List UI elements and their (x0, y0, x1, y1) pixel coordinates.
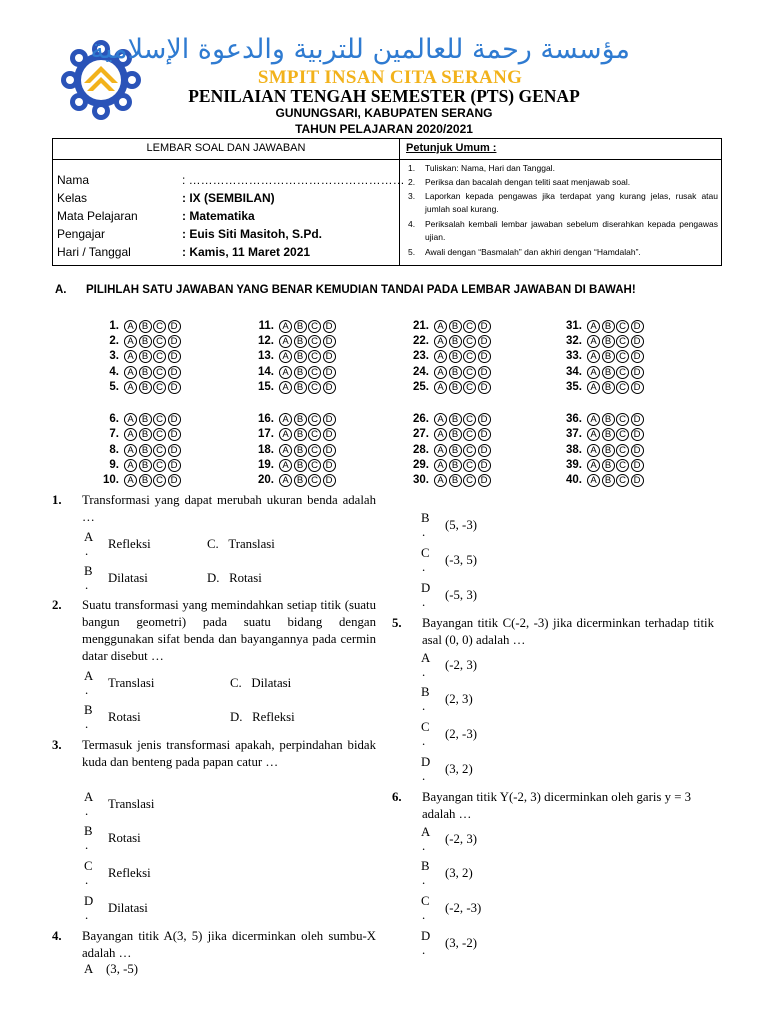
answer-bubble[interactable]: C (463, 350, 476, 363)
answer-bubble[interactable]: C (153, 350, 166, 363)
answer-bubble[interactable]: C (463, 320, 476, 333)
answer-bubble[interactable]: B (449, 474, 462, 487)
answer-bubble[interactable]: D (478, 474, 491, 487)
answer-bubble[interactable]: C (616, 428, 629, 441)
answer-row (258, 413, 337, 429)
answer-bubble[interactable]: A (434, 381, 447, 394)
exam-title: PENILAIAN TENGAH SEMESTER (PTS) GENAP (188, 86, 580, 106)
answer-bubble[interactable]: C (616, 320, 629, 333)
answer-bubble[interactable]: D (631, 335, 644, 348)
answer-bubble[interactable]: D (168, 474, 181, 487)
answer-row (258, 350, 337, 366)
answer-number: 11. (258, 320, 274, 332)
answer-bubble[interactable]: A (279, 444, 292, 457)
answer-bubble[interactable]: A (124, 428, 137, 441)
answer-bubble[interactable]: A (434, 459, 447, 472)
answer-bubble[interactable]: C (616, 413, 629, 426)
info-box-title: LEMBAR SOAL DAN JAWABAN (146, 142, 306, 154)
answer-bubble[interactable]: A (124, 444, 137, 457)
answer-bubble[interactable]: B (139, 335, 152, 348)
answer-number: 37. (566, 428, 582, 440)
answer-number: 18. (258, 444, 274, 456)
answer-bubble[interactable]: C (463, 459, 476, 472)
answer-bubble[interactable]: B (602, 335, 615, 348)
answer-bubble[interactable]: A (587, 413, 600, 426)
answer-bubble[interactable]: A (434, 444, 447, 457)
school-name: SMPIT INSAN CITA SERANG (257, 67, 523, 88)
answer-bubble[interactable]: D (631, 428, 644, 441)
answer-bubble[interactable]: A (587, 350, 600, 363)
answer-bubble[interactable]: C (153, 320, 166, 333)
answer-row (566, 350, 645, 366)
answer-bubble[interactable]: C (153, 335, 166, 348)
answer-row (258, 459, 337, 475)
answer-bubble[interactable]: D (168, 444, 181, 457)
info-box: LEMBAR SOAL DAN JAWABAN Petunjuk Umum : Nama : ……………………………………………… Kelas : IX (SEMBILAN) Mata Pelajaran : Matematika Pengajar : Euis Siti Masitoh, S.Pd. Hari / Tanggal : Kamis, 11 Maret 2021 1. Tuliskan: Nama, Hari dan Tanggal. 2. Periksa dan bacalah dengan teliti saat menjawab soal. 3. Laporkan kepada pengawas jika terdapat yang kurang jelas, rusak atau jumlah soal kurang. 4. Periksalah kembali lembar jawaban sebelum diserahkan kepada pengawas ujian. 5. Awali dengan “Basmalah” dan akhiri dengan “Hamdalah”. (52, 138, 722, 266)
answer-number: 22. (413, 335, 429, 347)
answer-bubble[interactable]: D (323, 335, 336, 348)
answer-bubble[interactable]: B (449, 444, 462, 457)
answer-row (566, 413, 645, 429)
answer-number: 35. (566, 381, 582, 393)
answer-bubble[interactable]: D (168, 381, 181, 394)
answer-bubble[interactable]: A (587, 320, 600, 333)
answer-bubble[interactable]: A (279, 350, 292, 363)
answer-bubble[interactable]: D (631, 474, 644, 487)
answer-bubble[interactable]: C (463, 474, 476, 487)
answer-bubble[interactable]: A (434, 335, 447, 348)
answer-bubble[interactable]: A (587, 474, 600, 487)
answer-bubble[interactable]: B (139, 474, 152, 487)
answer-number: 29. (413, 459, 429, 471)
answer-bubble[interactable]: D (168, 459, 181, 472)
answer-bubble[interactable]: B (294, 320, 307, 333)
answer-bubble[interactable]: C (463, 444, 476, 457)
answer-bubble[interactable]: B (602, 366, 615, 379)
answer-bubble[interactable]: B (139, 413, 152, 426)
answer-bubble[interactable]: A (434, 428, 447, 441)
answer-bubble[interactable]: A (124, 320, 137, 333)
answer-bubble[interactable]: D (631, 459, 644, 472)
answer-row (258, 320, 337, 336)
answer-bubble[interactable]: D (323, 381, 336, 394)
answer-number: 21. (413, 320, 429, 332)
answer-bubble[interactable]: B (449, 350, 462, 363)
answer-bubble[interactable]: A (587, 444, 600, 457)
answer-bubble[interactable]: A (434, 366, 447, 379)
answer-bubble[interactable]: A (279, 459, 292, 472)
answer-bubble[interactable]: D (631, 320, 644, 333)
answer-bubble[interactable]: B (139, 381, 152, 394)
answer-bubble[interactable]: B (602, 444, 615, 457)
answer-number: 1. (109, 320, 119, 332)
answer-row (413, 428, 492, 444)
answer-row (109, 428, 182, 444)
answer-bubble[interactable]: D (631, 381, 644, 394)
answer-number: 9. (109, 459, 119, 471)
answer-bubble[interactable]: C (616, 350, 629, 363)
answer-bubble[interactable]: B (449, 459, 462, 472)
answer-bubble[interactable]: B (449, 428, 462, 441)
answer-bubble[interactable]: D (168, 320, 181, 333)
answer-bubble[interactable]: C (616, 335, 629, 348)
answer-bubble[interactable]: C (308, 320, 321, 333)
answer-number: 26. (413, 413, 429, 425)
answer-bubble[interactable]: A (124, 335, 137, 348)
answer-bubble[interactable]: C (153, 366, 166, 379)
answer-bubble[interactable]: C (616, 459, 629, 472)
answer-number: 10. (103, 474, 119, 486)
answer-bubble[interactable]: C (616, 444, 629, 457)
answer-row (258, 366, 337, 382)
answer-row (258, 428, 337, 444)
answer-number: 2. (109, 335, 119, 347)
answer-row (566, 444, 645, 460)
answer-bubble[interactable]: C (463, 413, 476, 426)
answer-bubble[interactable]: B (294, 459, 307, 472)
answer-bubble[interactable]: B (294, 428, 307, 441)
answer-bubble[interactable]: B (139, 428, 152, 441)
answer-number: 34. (566, 366, 582, 378)
answer-number: 13. (258, 350, 274, 362)
answer-number: 5. (109, 381, 119, 393)
answer-row (413, 320, 492, 336)
foundation-arabic-name: مؤسسة رحمة للعالمين للتربية والدعوة الإسلامية (90, 34, 630, 65)
answer-bubble[interactable]: D (478, 320, 491, 333)
answer-bubble[interactable]: C (308, 459, 321, 472)
answer-bubble[interactable]: A (587, 428, 600, 441)
answer-row (566, 335, 645, 351)
answer-bubble[interactable]: D (323, 320, 336, 333)
answer-row (413, 444, 492, 460)
answer-bubble[interactable]: D (323, 413, 336, 426)
answer-number: 30. (413, 474, 429, 486)
answer-bubble[interactable]: D (478, 366, 491, 379)
answer-bubble[interactable]: B (139, 350, 152, 363)
answer-bubble[interactable]: B (602, 459, 615, 472)
answer-bubble[interactable]: D (631, 413, 644, 426)
answer-number: 40. (566, 474, 582, 486)
answer-bubble[interactable]: D (323, 444, 336, 457)
answer-bubble[interactable]: A (279, 474, 292, 487)
answer-number: 12. (258, 335, 274, 347)
answer-bubble[interactable]: C (308, 444, 321, 457)
answer-number: 39. (566, 459, 582, 471)
answer-number: 4. (109, 366, 119, 378)
answer-bubble[interactable]: C (153, 444, 166, 457)
answer-bubble[interactable]: D (323, 366, 336, 379)
answer-row (566, 366, 645, 382)
answer-row (566, 474, 645, 490)
answer-bubble[interactable]: A (124, 474, 137, 487)
answer-bubble[interactable]: B (139, 444, 152, 457)
answer-bubble[interactable]: A (279, 320, 292, 333)
answer-bubble[interactable]: D (168, 413, 181, 426)
answer-bubble[interactable]: C (153, 381, 166, 394)
answer-bubble[interactable]: C (308, 428, 321, 441)
answer-number: 27. (413, 428, 429, 440)
answer-row (109, 444, 182, 460)
answer-bubble[interactable]: C (463, 428, 476, 441)
answer-bubble[interactable]: C (616, 381, 629, 394)
answer-row (258, 444, 337, 460)
answer-number: 15. (258, 381, 274, 393)
answer-bubble[interactable]: B (294, 413, 307, 426)
answer-bubble[interactable]: B (602, 428, 615, 441)
answer-row (258, 381, 337, 397)
answer-row (413, 366, 492, 382)
answer-number: 14. (258, 366, 274, 378)
answer-row (109, 320, 182, 336)
answer-bubble[interactable]: B (294, 335, 307, 348)
answer-bubble[interactable]: C (153, 413, 166, 426)
answer-bubble[interactable]: B (602, 381, 615, 394)
answer-row (566, 428, 645, 444)
answer-bubble[interactable]: B (294, 366, 307, 379)
answer-row (109, 350, 182, 366)
answer-bubble[interactable]: D (631, 366, 644, 379)
answer-row (109, 366, 182, 382)
answer-bubble[interactable]: A (124, 459, 137, 472)
answer-row (258, 474, 337, 490)
answer-bubble[interactable]: D (478, 428, 491, 441)
answer-number: 25. (413, 381, 429, 393)
petunjuk-title: Petunjuk Umum : (406, 142, 497, 154)
answer-row (258, 335, 337, 351)
answer-number: 31. (566, 320, 582, 332)
answer-bubble[interactable]: C (308, 474, 321, 487)
answer-bubble[interactable]: D (478, 413, 491, 426)
answer-bubble[interactable]: A (124, 366, 137, 379)
answer-bubble[interactable]: C (463, 366, 476, 379)
answer-number: 28. (413, 444, 429, 456)
answer-bubble[interactable]: B (449, 381, 462, 394)
answer-number: 36. (566, 413, 582, 425)
answer-bubble[interactable]: D (478, 381, 491, 394)
option-1c[interactable]: C. Translasi (207, 537, 275, 551)
answer-bubble[interactable]: B (294, 350, 307, 363)
answer-bubble[interactable]: D (168, 366, 181, 379)
answer-bubble[interactable]: B (449, 335, 462, 348)
answer-bubble[interactable]: D (168, 428, 181, 441)
answer-bubble[interactable]: B (294, 474, 307, 487)
answer-bubble[interactable]: A (124, 413, 137, 426)
answer-bubble[interactable]: A (587, 335, 600, 348)
answer-bubble[interactable]: D (168, 350, 181, 363)
answer-number: 38. (566, 444, 582, 456)
answer-bubble[interactable]: B (602, 350, 615, 363)
answer-bubble[interactable]: A (434, 320, 447, 333)
answer-bubble[interactable]: B (294, 444, 307, 457)
answer-row (109, 459, 182, 475)
answer-bubble[interactable]: A (587, 459, 600, 472)
answer-bubble[interactable]: C (463, 381, 476, 394)
answer-bubble[interactable]: C (308, 335, 321, 348)
answer-bubble[interactable]: D (478, 350, 491, 363)
answer-row (413, 413, 492, 429)
answer-number: 23. (413, 350, 429, 362)
option-1d[interactable]: D. Rotasi (207, 571, 262, 585)
answer-bubble[interactable]: A (279, 413, 292, 426)
answer-bubble[interactable]: A (587, 366, 600, 379)
answer-number: 17. (258, 428, 274, 440)
answer-row (566, 381, 645, 397)
answer-bubble[interactable]: D (168, 335, 181, 348)
answer-bubble[interactable]: A (279, 366, 292, 379)
academic-year: TAHUN PELAJARAN 2020/2021 (295, 122, 473, 136)
answer-bubble[interactable]: B (449, 320, 462, 333)
answer-number: 20. (258, 474, 274, 486)
answer-bubble[interactable]: C (463, 335, 476, 348)
answer-row (413, 474, 492, 490)
answer-number: 8. (109, 444, 119, 456)
answer-row (413, 335, 492, 351)
answer-number: 6. (109, 413, 119, 425)
answer-bubble[interactable]: C (616, 474, 629, 487)
option-4a[interactable]: A (3, -5) (84, 962, 139, 976)
answer-bubble[interactable]: D (478, 444, 491, 457)
answer-row (566, 459, 645, 475)
answer-bubble[interactable]: B (139, 366, 152, 379)
answer-bubble[interactable]: A (124, 350, 137, 363)
answer-bubble[interactable]: C (308, 366, 321, 379)
answer-row (413, 459, 492, 475)
answer-bubble[interactable]: A (434, 413, 447, 426)
answer-bubble[interactable]: B (139, 320, 152, 333)
answer-bubble[interactable]: C (153, 474, 166, 487)
answer-bubble[interactable]: A (279, 428, 292, 441)
answer-bubble[interactable]: D (323, 428, 336, 441)
answer-bubble[interactable]: B (139, 459, 152, 472)
school-location: GUNUNGSARI, KABUPATEN SERANG (275, 106, 493, 120)
answer-number: 3. (109, 350, 119, 362)
answer-row (109, 413, 182, 429)
answer-bubble[interactable]: A (279, 381, 292, 394)
answer-row (109, 335, 182, 351)
option-2d[interactable]: D. Refleksi (230, 710, 295, 724)
answer-bubble[interactable]: B (449, 413, 462, 426)
answer-bubble[interactable]: A (434, 474, 447, 487)
answer-bubble[interactable]: B (602, 320, 615, 333)
answer-number: 7. (109, 428, 119, 440)
answer-row (566, 320, 645, 336)
answer-bubble[interactable]: D (478, 335, 491, 348)
answer-bubble[interactable]: A (587, 381, 600, 394)
answer-bubble[interactable]: C (308, 350, 321, 363)
option-2c[interactable]: C. Dilatasi (230, 676, 292, 690)
answer-bubble[interactable]: D (631, 350, 644, 363)
answer-bubble[interactable]: A (279, 335, 292, 348)
answer-number: 32. (566, 335, 582, 347)
answer-bubble[interactable]: C (308, 381, 321, 394)
answer-number: 33. (566, 350, 582, 362)
answer-row (413, 381, 492, 397)
answer-bubble[interactable]: A (434, 350, 447, 363)
answer-number: 19. (258, 459, 274, 471)
answer-number: 16. (258, 413, 274, 425)
answer-bubble[interactable]: C (308, 413, 321, 426)
answer-bubble[interactable]: D (478, 459, 491, 472)
answer-bubble[interactable]: C (616, 366, 629, 379)
answer-bubble[interactable]: B (294, 381, 307, 394)
answer-row (103, 474, 182, 490)
answer-bubble[interactable]: B (602, 413, 615, 426)
answer-row (413, 350, 492, 366)
answer-bubble[interactable]: A (124, 381, 137, 394)
answer-bubble[interactable]: C (153, 459, 166, 472)
answer-bubble[interactable]: D (323, 474, 336, 487)
answer-row (109, 381, 182, 397)
answer-bubble[interactable]: D (323, 459, 336, 472)
answer-bubble[interactable]: D (631, 444, 644, 457)
answer-number: 24. (413, 366, 429, 378)
answer-bubble[interactable]: D (323, 350, 336, 363)
answer-bubble[interactable]: B (449, 366, 462, 379)
answer-bubble[interactable]: B (602, 474, 615, 487)
answer-bubble[interactable]: C (153, 428, 166, 441)
